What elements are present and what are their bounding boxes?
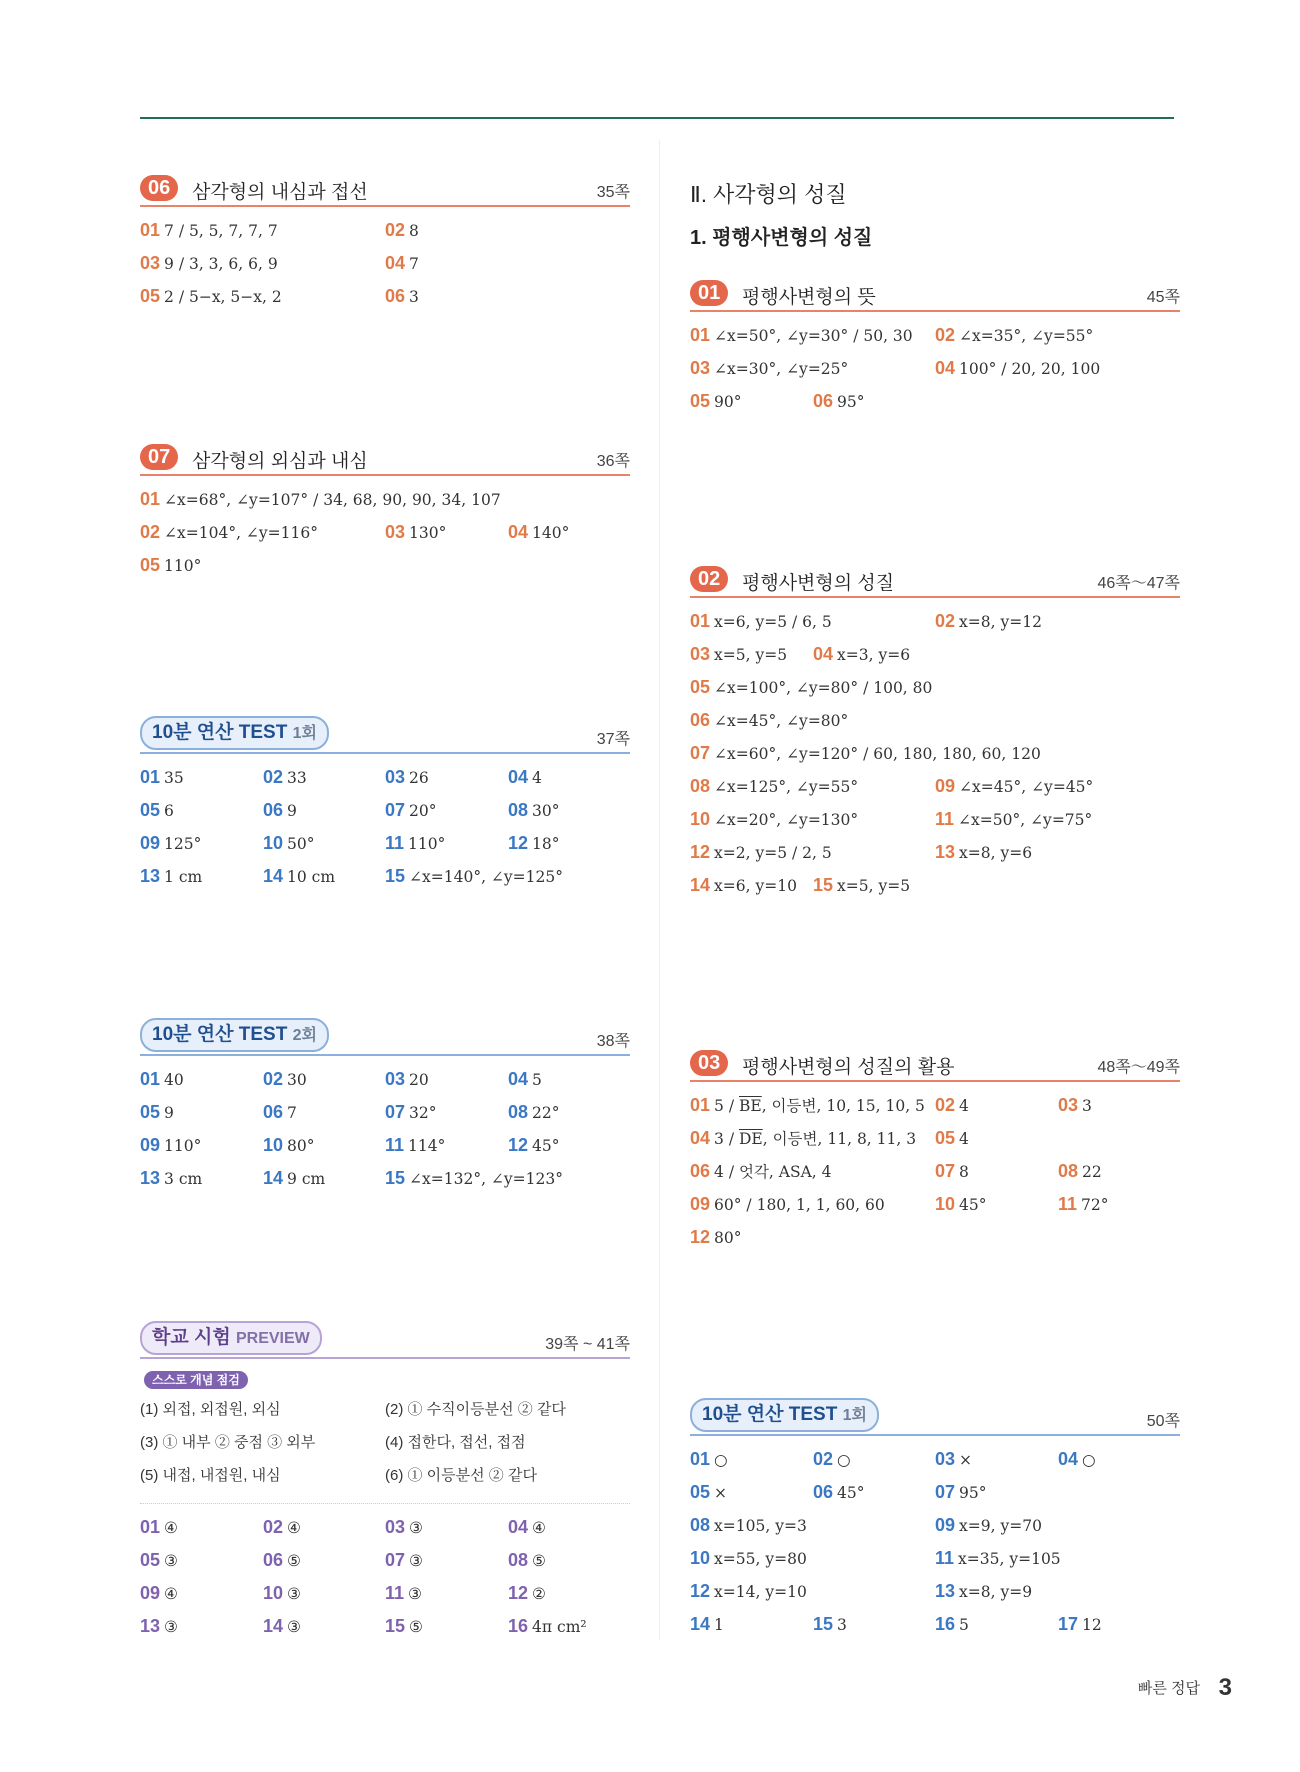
test-pill: 10분 연산 TEST 1회 — [140, 716, 329, 750]
answer-item: 13 x=8, y=6 — [935, 842, 1033, 862]
answer-row — [690, 324, 1180, 357]
dotted-divider — [140, 1503, 630, 1504]
answer-item: 03 130° — [385, 522, 447, 542]
concept-item: (2) ① 수직이등분선 ② 같다 — [385, 1401, 566, 1418]
answer-item: 11 ③ — [385, 1583, 422, 1603]
answer-item: 05 110° — [140, 555, 202, 575]
answer-row — [140, 554, 630, 587]
answer-item: 01 40 — [140, 1069, 184, 1089]
answer-item: 10 x=55, y=80 — [690, 1548, 807, 1568]
section-header — [140, 1024, 630, 1056]
answer-item: 01 ④ — [140, 1517, 178, 1537]
answer-item: 11 ∠x=50°, ∠y=75° — [935, 809, 1093, 829]
answer-item: 03 ∠x=30°, ∠y=25° — [690, 358, 849, 378]
section-07 — [140, 444, 630, 587]
answer-row — [690, 874, 1180, 907]
answer-item: 11 x=35, y=105 — [935, 1548, 1061, 1568]
test-pill: 10분 연산 TEST 1회 — [690, 1398, 879, 1432]
section-number-badge: 01 — [690, 280, 728, 306]
answer-item: 05 90° — [690, 391, 742, 411]
section-title: 평행사변형의 성질 — [742, 573, 895, 594]
answer-item: 09 110° — [140, 1135, 202, 1155]
answer-item: 15 x=5, y=5 — [813, 875, 911, 895]
section-title: 삼각형의 내심과 접선 — [192, 182, 368, 203]
answer-item: 14 ③ — [263, 1616, 301, 1636]
top-rule — [140, 117, 1174, 119]
segment-overline: $\overline{DE}$ — [738, 1130, 763, 1148]
answer-row — [140, 1549, 630, 1582]
answer-item: 14 x=6, y=10 — [690, 875, 797, 895]
answer-row — [140, 1101, 630, 1134]
section-header — [140, 1327, 630, 1359]
answer-item: 06 4 / 엇각, ASA, 4 — [690, 1161, 832, 1181]
answer-item: 06 3 — [385, 286, 419, 306]
section-r03 — [690, 1050, 1180, 1259]
answer-row — [690, 709, 1180, 742]
answer-item: 13 1 cm — [140, 866, 203, 886]
answer-item: 06 95° — [813, 391, 865, 411]
answer-item: 07 95° — [935, 1482, 987, 1502]
chapter-title: Ⅱ. 사각형의 성질 — [690, 182, 847, 207]
answer-item: 04 100° / 20, 20, 100 — [935, 358, 1101, 378]
answer-item: 08 22° — [508, 1102, 560, 1122]
answer-row — [140, 1134, 630, 1167]
answer-row — [690, 808, 1180, 841]
section-header — [140, 444, 630, 476]
answer-item: 12 80° — [690, 1227, 742, 1247]
answer-item: 06 ∠x=45°, ∠y=80° — [690, 710, 849, 730]
answer-item: 04 ④ — [508, 1517, 546, 1537]
answer-item: 05 ∠x=100°, ∠y=80° / 100, 80 — [690, 677, 933, 697]
section-title: 평행사변형의 성질의 활용 — [742, 1057, 955, 1078]
preview-pill: 학교 시험 PREVIEW — [140, 1321, 322, 1355]
answer-item: 05 ③ — [140, 1550, 178, 1570]
answer-item: 03 × — [935, 1449, 973, 1469]
section-test-1 — [140, 722, 630, 898]
answer-row — [690, 643, 1180, 676]
answer-item: 14 10 cm — [263, 866, 336, 886]
test-pill: 10분 연산 TEST 2회 — [140, 1018, 329, 1052]
answer-row — [690, 1094, 1180, 1127]
answer-row — [140, 832, 630, 865]
answer-item: 12 x=2, y=5 / 2, 5 — [690, 842, 832, 862]
answer-item: 11 114° — [385, 1135, 446, 1155]
chapter-subtitle: 1. 평행사변형의 성질 — [690, 227, 873, 249]
section-preview — [140, 1327, 630, 1652]
answer-item: 01 7 / 5, 5, 7, 7, 7 — [140, 220, 278, 240]
answer-item: 10 50° — [263, 833, 315, 853]
concept-item: (4) 접한다, 접선, 접점 — [385, 1434, 526, 1451]
answer-item: 12 x=14, y=10 — [690, 1581, 807, 1601]
answer-item: 09 ④ — [140, 1583, 178, 1603]
section-page-ref: 39쪽 ~ 41쪽 — [545, 1336, 630, 1353]
section-page-ref: 37쪽 — [596, 731, 630, 748]
answer-item: 12 ② — [508, 1583, 546, 1603]
answer-row — [140, 766, 630, 799]
answer-row — [140, 1068, 630, 1101]
answer-item: 05 × — [690, 1482, 728, 1502]
answer-item: 10 ③ — [263, 1583, 301, 1603]
answer-item: 03 x=5, y=5 — [690, 644, 788, 664]
answer-item: 03 20 — [385, 1069, 429, 1089]
section-header — [690, 280, 1180, 312]
answer-item: 07 ③ — [385, 1550, 423, 1570]
answer-item: 01 35 — [140, 767, 184, 787]
answer-item: 05 4 — [935, 1128, 969, 1148]
answer-item: 08 ∠x=125°, ∠y=55° — [690, 776, 859, 796]
answer-item: 02 33 — [263, 767, 307, 787]
answer-item: 02 ∠x=35°, ∠y=55° — [935, 325, 1094, 345]
answer-item: 03 9 / 3, 3, 6, 6, 9 — [140, 253, 278, 273]
answer-row — [690, 1160, 1180, 1193]
answer-item: 06 9 — [263, 800, 297, 820]
concept-item: (3) ① 내부 ② 중점 ③ 외부 — [140, 1434, 316, 1451]
answer-item: 01 $5 / \overline{BE}$, 이등변, 10, 15, 10, 5 — [690, 1095, 925, 1115]
concept-item: (5) 내접, 내접원, 내심 — [140, 1467, 281, 1484]
answer-row — [140, 219, 630, 252]
answer-row — [140, 285, 630, 318]
answer-item: 15 ⑤ — [385, 1616, 423, 1636]
answer-item: 14 1 — [690, 1614, 724, 1634]
answer-row — [690, 1547, 1180, 1580]
answer-row — [140, 488, 630, 521]
answer-item: 16 4π cm² — [508, 1616, 587, 1636]
page-number: 3 — [1218, 1674, 1232, 1701]
answer-item: 12 45° — [508, 1135, 560, 1155]
answer-item: 03 26 — [385, 767, 429, 787]
answer-row — [690, 676, 1180, 709]
answer-item: 01 ∠x=68°, ∠y=107° / 34, 68, 90, 90, 34, 107 — [140, 489, 501, 509]
section-header — [690, 1050, 1180, 1082]
answer-item: 05 9 — [140, 1102, 174, 1122]
answer-item: 02 ○ — [813, 1449, 851, 1469]
answer-item: 05 6 — [140, 800, 174, 820]
answer-row — [140, 1615, 630, 1648]
answer-item: 16 5 — [935, 1614, 969, 1634]
answer-item: 04 x=3, y=6 — [813, 644, 911, 664]
answer-item: 13 3 cm — [140, 1168, 203, 1188]
answer-item: 07 8 — [935, 1161, 969, 1181]
answer-item: 02 ④ — [263, 1517, 301, 1537]
answer-item: 02 30 — [263, 1069, 307, 1089]
answer-item: 09 x=9, y=70 — [935, 1515, 1042, 1535]
answer-item: 06 ⑤ — [263, 1550, 301, 1570]
section-page-ref: 50쪽 — [1146, 1413, 1180, 1430]
answer-item: 04 4 — [508, 767, 542, 787]
answer-row — [690, 1481, 1180, 1514]
concept-item: (1) 외접, 외접원, 외심 — [140, 1401, 281, 1418]
answer-item: 08 22 — [1058, 1161, 1102, 1181]
section-number-badge: 07 — [140, 444, 178, 470]
section-header — [140, 175, 630, 207]
answer-item: 02 4 — [935, 1095, 969, 1115]
answer-item: 04 5 — [508, 1069, 542, 1089]
answer-item: 11 110° — [385, 833, 446, 853]
answer-row — [690, 357, 1180, 390]
segment-overline: $\overline{BE}$ — [738, 1097, 762, 1115]
answer-item: 05 2 / 5−x, 5−x, 2 — [140, 286, 282, 306]
answer-row — [690, 1226, 1180, 1259]
answer-row — [140, 1167, 630, 1200]
section-header — [140, 722, 630, 754]
section-page-ref: 46쪽～47쪽 — [1097, 575, 1180, 592]
answer-item: 15 ∠x=132°, ∠y=123° — [385, 1168, 564, 1188]
answer-item: 09 60° / 180, 1, 1, 60, 60 — [690, 1194, 885, 1214]
answer-item: 10 ∠x=20°, ∠y=130° — [690, 809, 859, 829]
section-page-ref: 38쪽 — [596, 1033, 630, 1050]
answer-item: 01 ∠x=50°, ∠y=30° / 50, 30 — [690, 325, 913, 345]
answer-item: 15 3 — [813, 1614, 847, 1634]
answer-item: 10 45° — [935, 1194, 987, 1214]
answer-item: 04 $3 / \overline{DE}$, 이등변, 11, 8, 11, 3 — [690, 1128, 917, 1148]
section-header — [690, 1404, 1180, 1436]
answer-item: 08 30° — [508, 800, 560, 820]
answer-item: 06 45° — [813, 1482, 865, 1502]
section-r01 — [690, 280, 1180, 423]
answer-item: 11 72° — [1058, 1194, 1109, 1214]
column-divider — [659, 140, 660, 1640]
concept-check-tag: 스스로 개념 점검 — [144, 1371, 248, 1389]
answer-item: 13 ③ — [140, 1616, 178, 1636]
answer-item: 07 ∠x=60°, ∠y=120° / 60, 180, 180, 60, 120 — [690, 743, 1041, 763]
answer-item: 04 140° — [508, 522, 570, 542]
section-number-badge: 03 — [690, 1050, 728, 1076]
answer-row — [690, 1514, 1180, 1547]
section-number-badge: 02 — [690, 566, 728, 592]
answer-item: 10 80° — [263, 1135, 315, 1155]
answer-row — [690, 775, 1180, 808]
answer-item: 17 12 — [1058, 1614, 1102, 1634]
section-r02 — [690, 566, 1180, 907]
answer-row — [690, 390, 1180, 423]
section-page-ref: 36쪽 — [596, 453, 630, 470]
answer-row — [690, 1580, 1180, 1613]
section-page-ref: 35쪽 — [596, 184, 630, 201]
answer-row — [140, 865, 630, 898]
preview-answers — [140, 1516, 630, 1648]
answer-item: 07 32° — [385, 1102, 437, 1122]
answer-item: 07 20° — [385, 800, 437, 820]
footer-label: 빠른 정답 — [1137, 1680, 1200, 1697]
answer-row — [140, 252, 630, 285]
answer-item: 04 7 — [385, 253, 419, 273]
section-title: 평행사변형의 뜻 — [742, 287, 876, 308]
answer-item: 08 x=105, y=3 — [690, 1515, 807, 1535]
answer-row — [690, 841, 1180, 874]
answer-item: 09 ∠x=45°, ∠y=45° — [935, 776, 1094, 796]
section-number-badge: 06 — [140, 175, 178, 201]
answer-item: 03 ③ — [385, 1517, 423, 1537]
answer-item: 03 3 — [1058, 1095, 1092, 1115]
answer-item: 14 9 cm — [263, 1168, 326, 1188]
section-06 — [140, 175, 630, 318]
section-header — [690, 566, 1180, 598]
answer-item: 02 ∠x=104°, ∠y=116° — [140, 522, 319, 542]
answer-item: 15 ∠x=140°, ∠y=125° — [385, 866, 564, 886]
answer-row — [690, 1613, 1180, 1646]
answer-row — [690, 1127, 1180, 1160]
answer-item: 01 x=6, y=5 / 6, 5 — [690, 611, 832, 631]
answer-row — [140, 1582, 630, 1615]
answer-item: 13 x=8, y=9 — [935, 1581, 1033, 1601]
answer-row — [690, 610, 1180, 643]
answer-item: 09 125° — [140, 833, 202, 853]
section-title: 삼각형의 외심과 내심 — [192, 451, 368, 472]
answer-row — [140, 799, 630, 832]
answer-row — [140, 1516, 630, 1549]
answer-item: 06 7 — [263, 1102, 297, 1122]
answer-item: 02 8 — [385, 220, 419, 240]
answer-row — [140, 521, 630, 554]
answer-item: 08 ⑤ — [508, 1550, 546, 1570]
section-r-test-1 — [690, 1404, 1180, 1646]
answer-row — [690, 1448, 1180, 1481]
section-test-2 — [140, 1024, 630, 1200]
answer-row — [690, 1193, 1180, 1226]
answer-item: 02 x=8, y=12 — [935, 611, 1042, 631]
answer-row — [690, 742, 1180, 775]
answer-item: 01 ○ — [690, 1449, 728, 1469]
answer-item: 04 ○ — [1058, 1449, 1096, 1469]
section-page-ref: 45쪽 — [1146, 289, 1180, 306]
section-page-ref: 48쪽～49쪽 — [1097, 1059, 1180, 1076]
answer-item: 12 18° — [508, 833, 560, 853]
concept-item: (6) ① 이등분선 ② 같다 — [385, 1467, 537, 1484]
